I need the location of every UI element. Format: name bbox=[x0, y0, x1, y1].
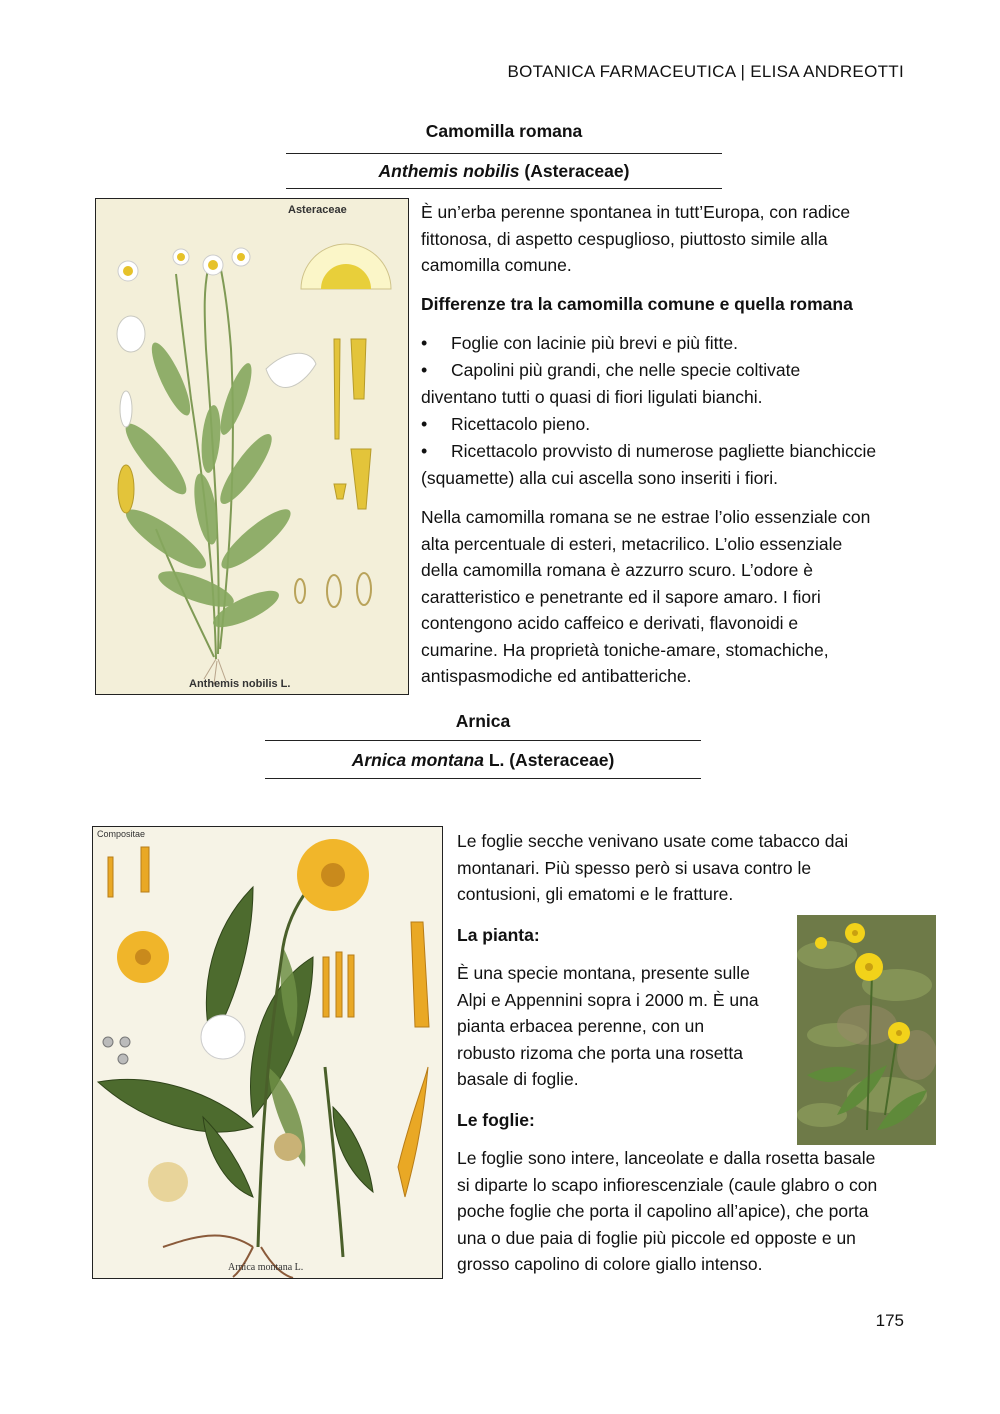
text-line: alta percentuale di esteri, metacrilico. L’olio essenziale bbox=[421, 533, 843, 554]
oil-paragraph bbox=[421, 504, 911, 690]
list-item-text: Ricettacolo provvisto di numerose pagliette bianchiccie bbox=[451, 441, 877, 461]
plate-caption: Anthemis nobilis L. bbox=[189, 678, 291, 690]
page-number: 175 bbox=[875, 1311, 904, 1330]
list-item-text: Foglie con lacinie più brevi e più fitte. bbox=[451, 333, 738, 353]
title-divider-top bbox=[265, 740, 701, 741]
bullet-icon bbox=[421, 411, 451, 438]
list-item bbox=[421, 411, 911, 438]
text-line: contengono acido caffeico e derivati, flavonoidi e bbox=[421, 613, 799, 633]
text-line: È un’erba perenne spontanea in tutt’Europa, con radice bbox=[421, 202, 851, 222]
list-item bbox=[421, 330, 911, 357]
text-line: si diparte lo scapo infiorescenziale (caule glabro o con bbox=[457, 1174, 878, 1195]
list-item bbox=[421, 438, 911, 492]
section-title-camomilla: Camomilla romana bbox=[425, 121, 583, 141]
text-line: caratteristico e penetrante ed il sapore amaro. I fiori bbox=[421, 586, 821, 607]
list-item-text: diventano tutti o quasi di fiori ligulati bianchi. bbox=[421, 387, 763, 407]
list-item-text: Capolini più grandi, che nelle specie coltivate bbox=[451, 360, 801, 380]
camomilla-text bbox=[421, 199, 911, 690]
anthemis-drawing bbox=[96, 199, 408, 694]
list-item bbox=[421, 357, 911, 411]
text-line: pianta erbacea perenne, con un bbox=[457, 1016, 705, 1036]
bullet-icon bbox=[421, 438, 451, 465]
text-line: una o due paia di foglie più piccole ed opposte e un bbox=[457, 1227, 856, 1248]
text-line: basale di foglie. bbox=[457, 1069, 579, 1089]
section-title-arnica: Arnica bbox=[455, 711, 511, 731]
arnica-plate-illustration bbox=[92, 826, 443, 1279]
text-line: È una specie montana, presente sulle bbox=[457, 963, 750, 983]
text-line: Nella camomilla romana se ne estrae l’olio essenziale con bbox=[421, 507, 871, 527]
plate-caption: Arnica montana L. bbox=[228, 1262, 304, 1273]
text-line: grosso capolino di colore giallo intenso. bbox=[457, 1254, 763, 1274]
plate-family-label: Asteraceae bbox=[288, 204, 347, 216]
scientific-name-line bbox=[286, 161, 722, 182]
bullet-icon bbox=[421, 330, 451, 357]
list-item-text: Ricettacolo pieno. bbox=[451, 414, 591, 434]
text-line: camomilla comune. bbox=[421, 255, 572, 275]
family-name: (Asteraceae) bbox=[519, 161, 630, 181]
arnica-photo-image bbox=[797, 915, 936, 1145]
differences-list bbox=[421, 330, 911, 492]
arnica-photo bbox=[797, 915, 936, 1145]
text-line: Alpi e Appennini sopra i 2000 m. È una bbox=[457, 989, 759, 1010]
text-line: antispasmodiche ed antibatteriche. bbox=[421, 666, 692, 686]
arnica-drawing bbox=[93, 827, 442, 1278]
text-line: della camomilla romana è azzurro scuro. L’odore è bbox=[421, 560, 813, 580]
plate-family-label: Compositae bbox=[97, 829, 146, 839]
text-line: contusioni, gli ematomi e le fratture. bbox=[457, 884, 734, 904]
text-line: Le foglie secche venivano usate come tabacco dai bbox=[457, 831, 849, 851]
title-divider-top bbox=[286, 153, 722, 154]
leaves-heading: Le foglie: bbox=[457, 1109, 535, 1130]
text-line: fittonosa, di aspetto cespuglioso, piuttosto simile alla bbox=[421, 228, 828, 249]
scientific-name-line bbox=[265, 750, 701, 771]
text-line: montanari. Più spesso però si usava contro le bbox=[457, 857, 812, 878]
text-line: robusto rizoma che porta una rosetta bbox=[457, 1042, 743, 1063]
scientific-name: Anthemis nobilis bbox=[378, 161, 520, 181]
running-header: BOTANICA FARMACEUTICA | ELISA ANDREOTTI bbox=[507, 62, 904, 81]
leaves-paragraph bbox=[457, 1145, 917, 1278]
text-line: poche foglie che porta il capolino all’apice), che porta bbox=[457, 1201, 869, 1221]
differences-heading: Differenze tra la camomilla comune e quella romana bbox=[421, 293, 853, 314]
family-name: L. (Asteraceae) bbox=[483, 750, 615, 770]
anthemis-plate-illustration bbox=[95, 198, 409, 695]
arnica-intro-paragraph bbox=[457, 828, 917, 908]
bullet-icon bbox=[421, 357, 451, 384]
title-divider-bottom bbox=[286, 188, 722, 189]
title-divider-bottom bbox=[265, 778, 701, 779]
text-line: Le foglie sono intere, lanceolate e dalla rosetta basale bbox=[457, 1148, 876, 1168]
intro-paragraph bbox=[421, 199, 911, 279]
list-item-text: (squamette) alla cui ascella sono inseriti i fiori. bbox=[421, 468, 778, 488]
scientific-name: Arnica montana bbox=[351, 750, 484, 770]
plant-heading: La pianta: bbox=[457, 924, 540, 945]
text-line: cumarine. Ha proprietà toniche-amare, stomachiche, bbox=[421, 639, 829, 660]
